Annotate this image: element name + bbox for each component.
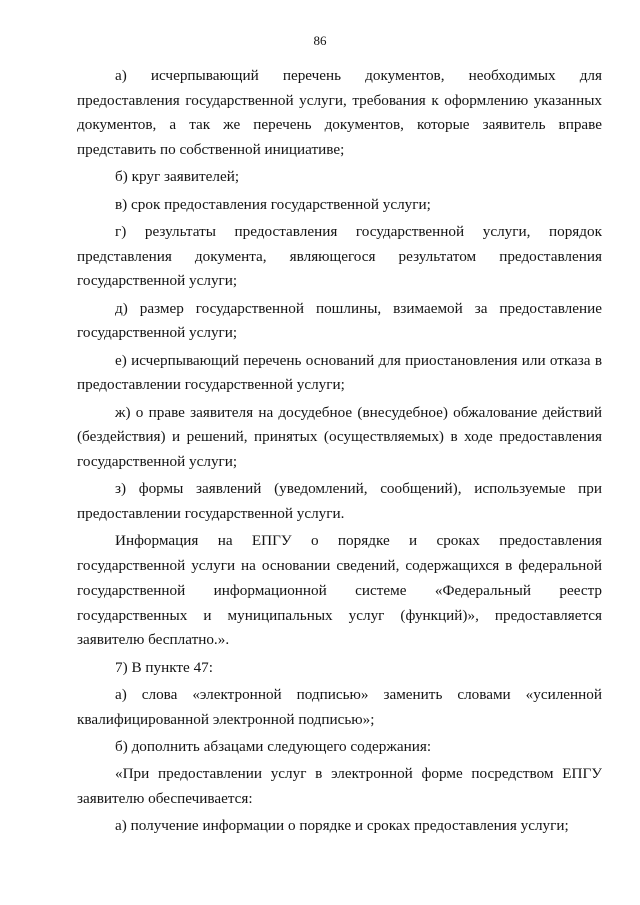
paragraph-list-item-zh: ж) о праве заявителя на досудебное (внесудебное) обжалование действий (бездействия) и решений, принятых (осуществляемых) в ходе предоставления государственной услуги; bbox=[77, 403, 602, 471]
paragraph-list-item-d: д) размер государственной пошлины, взимаемой за предоставление государственной услуги; bbox=[77, 299, 602, 342]
paragraph-list-item-g: г) результаты предоставления государственной услуги, порядок представления документа, являющегося результатом предоставления государственной услуги; bbox=[77, 223, 602, 290]
paragraph-list-item-b: б) круг заявителей; bbox=[115, 168, 240, 186]
document-body bbox=[77, 64, 602, 839]
paragraph-list-item-z: з) формы заявлений (уведомлений, сообщений), используемые при предоставлении государственной услуги. bbox=[77, 480, 602, 523]
paragraph-information: Информация на ЕПГУ о порядке и сроках предоставления государственной услуги на основании сведений, содержащихся в федеральной государственной информационной системе «Федеральный реестр государственных и муниципальных услуг (функций)», предоставляется заявителю бесплатно.». bbox=[77, 532, 602, 649]
paragraph-list-item-a: а) исчерпывающий перечень документов, необходимых для предоставления государственной услуги, требования к оформлению указанных документов, а так же перечень документов, которые заявитель вправе представить по собственной инициативе; bbox=[77, 67, 602, 159]
paragraph-provision-a: а) получение информации о порядке и сроках предоставления услуги; bbox=[115, 817, 569, 835]
paragraph-amendment-a: а) слова «электронной подписью» заменить словами «усиленной квалифицированной электронной подписью»; bbox=[77, 685, 602, 728]
paragraph-list-item-v: в) срок предоставления государственной услуги; bbox=[115, 195, 431, 213]
paragraph-amendment-b: б) дополнить абзацами следующего содержания: bbox=[115, 737, 432, 755]
paragraph-point-47: 7) В пункте 47: bbox=[115, 658, 213, 676]
page-number: 86 bbox=[313, 33, 327, 48]
paragraph-list-item-e: е) исчерпывающий перечень оснований для приостановления или отказа в предоставлении государственной услуги; bbox=[77, 351, 602, 394]
paragraph-electronic-form: «При предоставлении услуг в электронной форме посредством ЕПГУ заявителю обеспечивается: bbox=[77, 765, 602, 807]
